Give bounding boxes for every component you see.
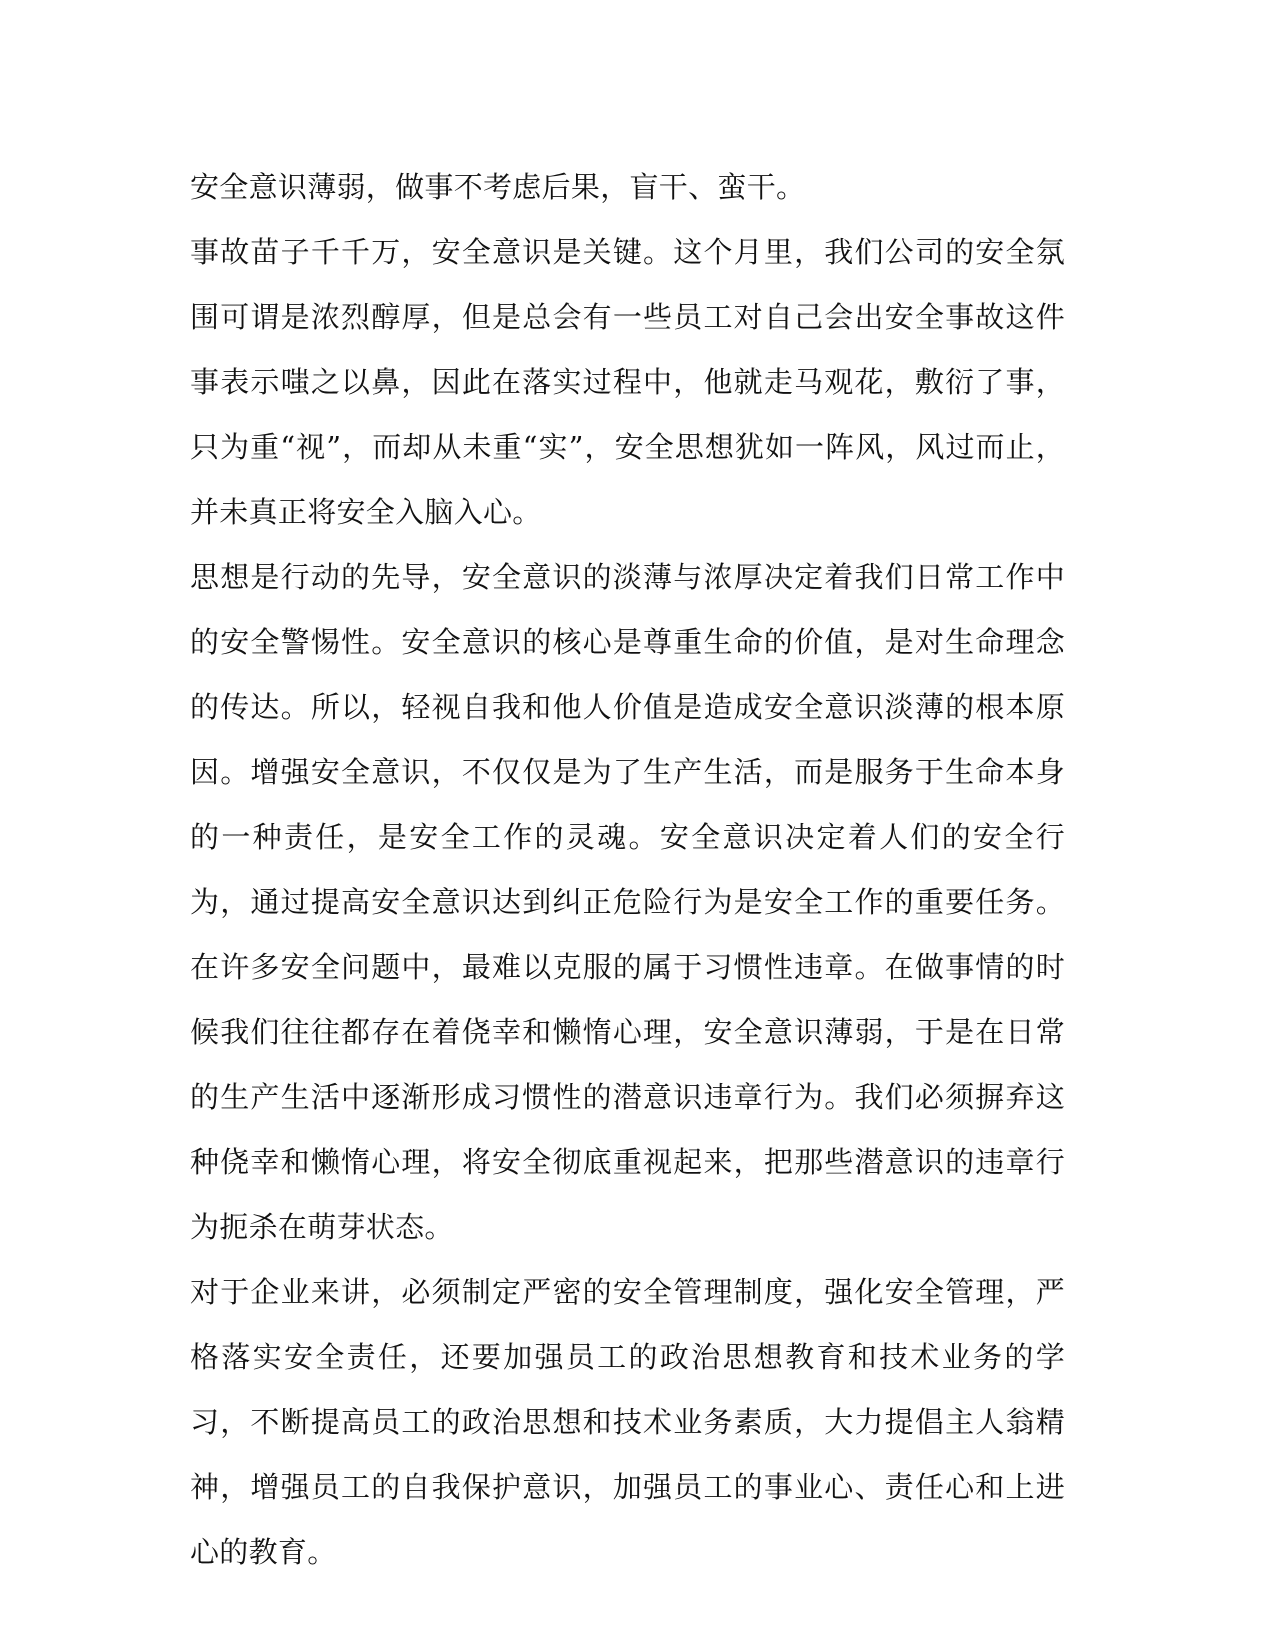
document-body [190, 155, 1065, 1585]
paragraph-3: 思想是行动的先导，安全意识的淡薄与浓厚决定着我们日常工作中的安全警惕性。安全意识的核心是尊重生命的价值，是对生命理念的传达。所以，轻视自我和他人价值是造成安全意识淡薄的根本原因。增强安全意识，不仅仅是为了生产生活，而是服务于生命本身的一种责任，是安全工作的灵魂。安全意识决定着人们的安全行为，通过提高安全意识达到纠正危险行为是安全工作的重要任务。在许多安全问题中，最难以克服的属于习惯性违章。在做事情的时候我们往往都存在着侥幸和懒惰心理，安全意识薄弱，于是在日常的生产生活中逐渐形成习惯性的潜意识违章行为。我们必须摒弃这种侥幸和懒惰心理，将安全彻底重视起来，把那些潜意识的违章行为扼杀在萌芽状态。 [190, 560, 1065, 1244]
paragraph-2: 事故苗子千千万，安全意识是关键。这个月里，我们公司的安全氛围可谓是浓烈醇厚，但是总会有一些员工对自己会出安全事故这件事表示嗤之以鼻，因此在落实过程中，他就走马观花，敷衍了事，只为重“视”，而却从未重“实”，安全思想犹如一阵风，风过而止，并未真正将安全入脑入心。 [190, 235, 1065, 529]
paragraph-1: 安全意识薄弱，做事不考虑后果，盲干、蛮干。 [190, 170, 806, 204]
paragraph-4: 对于企业来讲，必须制定严密的安全管理制度，强化安全管理，严格落实安全责任，还要加强员工的政治思想教育和技术业务的学习，不断提高员工的政治思想和技术业务素质，大力提倡主人翁精神，增强员工的自我保护意识，加强员工的事业心、责任心和上进心的教育。 [190, 1275, 1065, 1569]
